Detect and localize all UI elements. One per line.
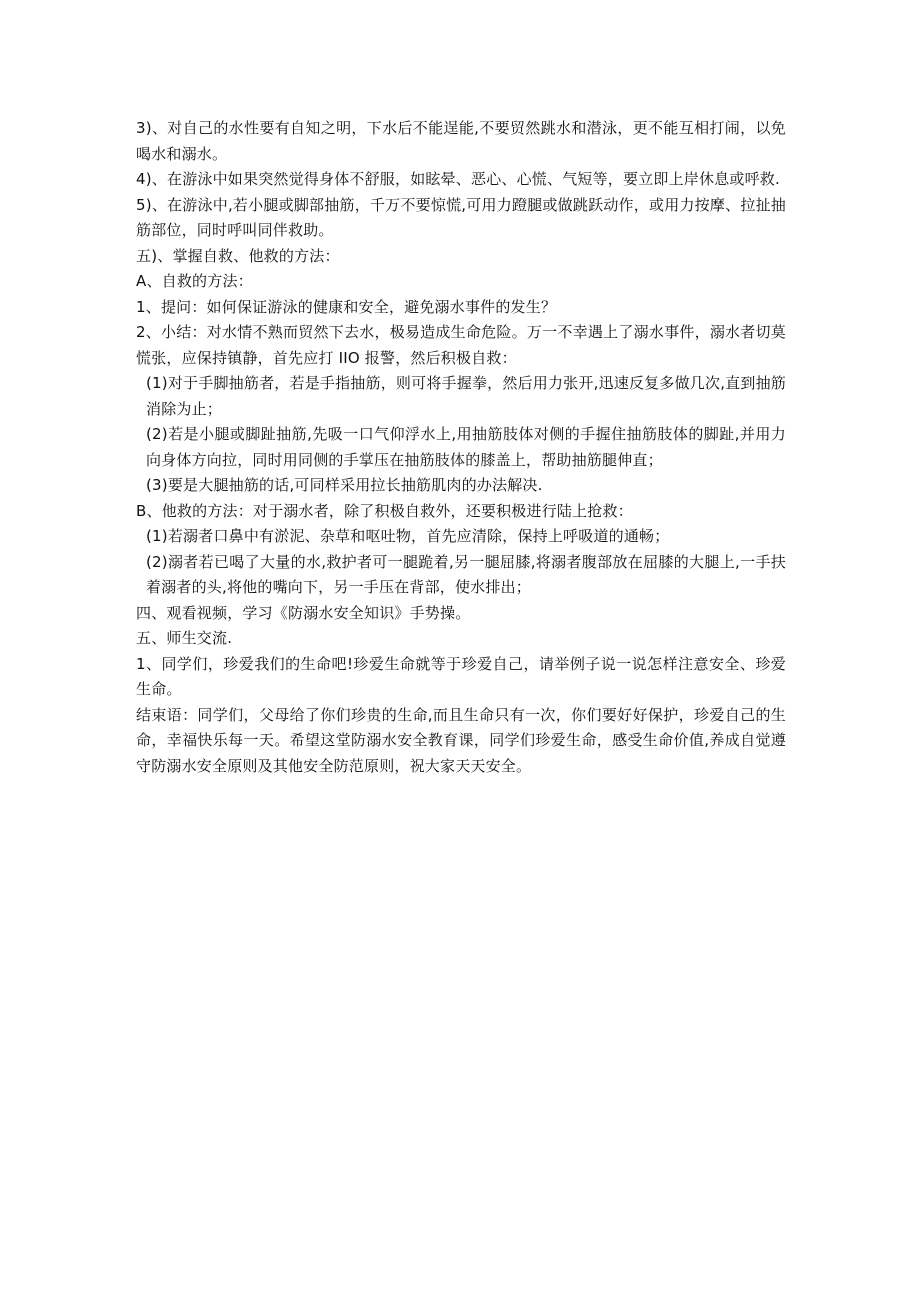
paragraph-2: 4)、在游泳中如果突然觉得身体不舒服，如眩晕、恶心、心慌、气短等，要立即上岸休息或呼救. xyxy=(136,170,780,188)
section-heading-5b: 五、师生交流. xyxy=(136,629,233,647)
document-body xyxy=(136,116,786,779)
list-item-cramp-thigh: (3)要是大腿抽筋的话,可同样采用拉长抽筋肌肉的办法解决. xyxy=(146,476,543,494)
section-heading-4: 四、观看视频，学习《防溺水安全知识》手势操。 xyxy=(136,603,471,622)
subheading-self-rescue: A、自救的方法： xyxy=(136,272,253,290)
paragraph-1: 3)、对自己的水性要有自知之明，下水后不能逞能,不要贸然跳水和潜泳，更不能互相打闹，以免喝水和溺水。 xyxy=(136,119,786,163)
paragraph-discussion: 1、同学们，珍爱我们的生命吧!珍爱生命就等于珍爱自己，请举例子说一说怎样注意安全、珍爱生命。 xyxy=(136,654,786,698)
paragraph-conclusion: 结束语：同学们，父母给了你们珍贵的生命,而且生命只有一次，你们要好好保护，珍爱自己的生命，幸福快乐每一天。希望这堂防溺水安全教育课，同学们珍爱生命，感受生命价值,养成自觉遵守防溺水安全原则及其他安全防范原则，祝大家天天安全。 xyxy=(136,705,786,775)
list-item-cramp-hand: (1)对于手脚抽筋者，若是手指抽筋，则可将手握拳，然后用力张开,迅速反复多做几次,直到抽筋消除为止； xyxy=(146,374,786,418)
list-item-drain-water: (2)溺者若已喝了大量的水,救护者可一腿跪着,另一腿屈膝,将溺者腹部放在屈膝的大腿上,一手扶着溺者的头,将他的嘴向下，另一手压在背部，使水排出； xyxy=(146,552,786,596)
paragraph-summary: 2、小结：对水情不熟而贸然下去水，极易造成生命危险。万一不幸遇上了溺水事件，溺水者切莫慌张，应保持镇静，首先应打 IIO 报警，然后积极自救： xyxy=(136,323,786,367)
paragraph-question: 1、提问：如何保证游泳的健康和安全，避免溺水事件的发生？ xyxy=(136,297,557,316)
section-heading-5: 五)、掌握自救、他救的方法： xyxy=(136,246,340,265)
paragraph-3: 5)、在游泳中,若小腿或脚部抽筋，千万不要惊慌,可用力蹬腿或做跳跃动作，或用力按摩、拉扯抽筋部位，同时呼叫同伴救助。 xyxy=(136,195,786,239)
subheading-rescue-others: B、他救的方法：对于溺水者，除了积极自救外，还要积极进行陆上抢救： xyxy=(136,501,633,520)
list-item-cramp-calf: (2)若是小腿或脚趾抽筋,先吸一口气仰浮水上,用抽筋肢体对侧的手握住抽筋肢体的脚趾,并用力向身体方向拉，同时用同侧的手掌压在抽筋肢体的膝盖上，帮助抽筋腿伸直； xyxy=(146,425,786,469)
list-item-clear-airway: (1)若溺者口鼻中有淤泥、杂草和呕吐物，首先应清除，保持上呼吸道的通畅； xyxy=(146,527,670,545)
